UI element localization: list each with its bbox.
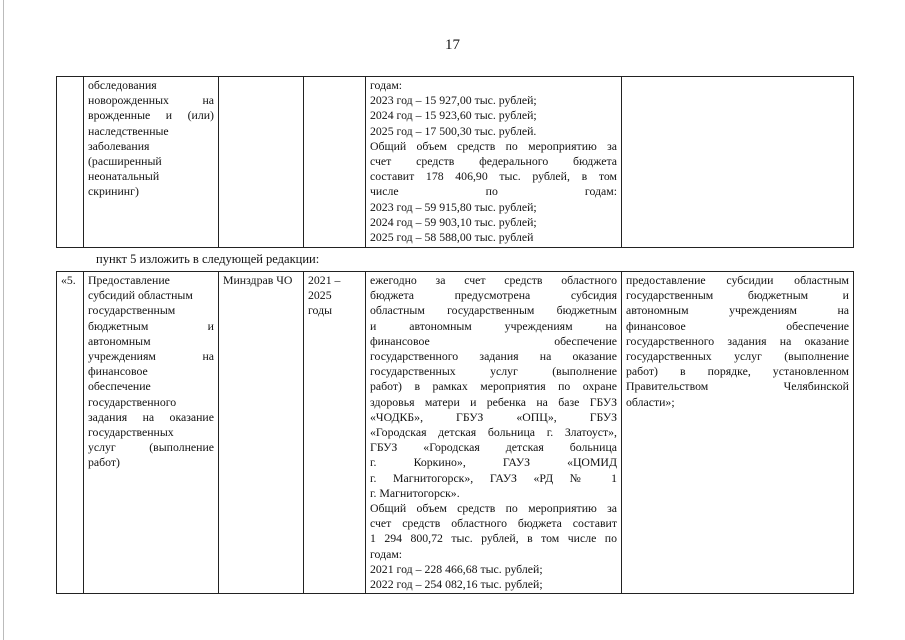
text-line: Предоставление bbox=[88, 273, 170, 287]
text-line: г. Магнитогорск». bbox=[370, 485, 460, 500]
text-line: (расширенный bbox=[88, 154, 162, 169]
text-line: учреждениям на bbox=[88, 349, 214, 364]
text-line: годы bbox=[308, 303, 333, 318]
text-line: автономным учреждениям на bbox=[626, 303, 849, 318]
page-edge-line bbox=[3, 0, 4, 640]
text-line: финансовое обеспечение bbox=[626, 318, 849, 333]
text-line: 2025 год – 17 500,30 тыс. рублей. bbox=[370, 123, 537, 138]
text-line: заболевания bbox=[88, 138, 150, 153]
text-line: Общий объем средств по мероприятию за bbox=[370, 501, 617, 516]
text-line: врожденные и (или) bbox=[88, 108, 214, 123]
page-number: 17 bbox=[445, 37, 460, 53]
cell-number: «5. bbox=[57, 272, 84, 594]
text-line: бюджетным и bbox=[88, 318, 214, 333]
text-line: счет средств федерального бюджета bbox=[370, 154, 617, 169]
text-line: г. Магнитогорск», ГАУЗ «РД № 1 bbox=[370, 470, 617, 485]
cell-funding bbox=[366, 77, 622, 248]
cell-period bbox=[304, 77, 366, 248]
text-line: бюджета предусмотрена субсидия bbox=[370, 288, 617, 303]
text-line: финансовое bbox=[88, 364, 148, 379]
text-line: Общий объем средств по мероприятию за bbox=[370, 138, 617, 153]
text-line: задания на оказание bbox=[88, 409, 214, 424]
text-line: «ЧОДКБ», ГБУЗ «ОПЦ», ГБУЗ bbox=[370, 409, 617, 424]
text-line: областным государственным бюджетным bbox=[370, 303, 617, 318]
text-line: 2021 год – 228 466,68 тыс. рублей; bbox=[370, 561, 543, 576]
text-line: ежегодно за счет средств областного bbox=[370, 273, 617, 287]
cell-measure-name bbox=[84, 272, 219, 594]
cell-number bbox=[57, 77, 84, 248]
text-line: 2021 – bbox=[308, 273, 341, 287]
text-line: субсидий областным bbox=[88, 288, 193, 303]
text-line: автономным bbox=[88, 333, 151, 348]
table-continued bbox=[56, 76, 854, 248]
cell-result bbox=[622, 77, 854, 248]
text-line: предоставление субсидии областным bbox=[626, 273, 849, 287]
text-line: 2022 год – 254 082,16 тыс. рублей; bbox=[370, 577, 543, 592]
table-new-edition bbox=[56, 271, 854, 594]
table-row bbox=[57, 77, 854, 248]
text-line: неонатальный bbox=[88, 169, 160, 184]
text-line: новорожденных на bbox=[88, 93, 214, 108]
text-line: обеспечение bbox=[88, 379, 151, 394]
text-line: 2024 год – 15 923,60 тыс. рублей; bbox=[370, 108, 537, 123]
text-line: 1 294 800,72 тыс. рублей, в том числе по bbox=[370, 531, 617, 546]
text-line: числе по годам: bbox=[370, 184, 617, 199]
cell-measure-name bbox=[84, 77, 219, 248]
cell-result bbox=[622, 272, 854, 594]
cell-executor bbox=[219, 77, 304, 248]
text-line: счет средств областного бюджета составит bbox=[370, 516, 617, 531]
text-line: годам: bbox=[370, 546, 403, 561]
text-line: государственных bbox=[88, 425, 174, 440]
text-line: 2025 год – 58 588,00 тыс. рублей bbox=[370, 230, 534, 245]
text-line: государственного задания на оказание bbox=[626, 333, 849, 348]
text-line: работ) в рамках мероприятия по охране bbox=[370, 379, 617, 394]
text-line: составит 178 406,90 тыс. рублей, в том bbox=[370, 169, 617, 184]
text-line: Правительством Челябинской bbox=[626, 379, 849, 394]
text-line: работ) в порядке, установленном bbox=[626, 364, 849, 379]
text-line: здоровья матери и ребенка на базе ГБУЗ bbox=[370, 394, 617, 409]
text-line: и автономным учреждениям на bbox=[370, 318, 617, 333]
text-line: годам: bbox=[370, 78, 403, 92]
text-line: 2023 год – 15 927,00 тыс. рублей; bbox=[370, 93, 537, 108]
cell-period bbox=[304, 272, 366, 594]
text-line: наследственные bbox=[88, 123, 169, 138]
text-line: государственного задания на оказание bbox=[370, 349, 617, 364]
text-line: «Городская детская больница г. Златоуст», bbox=[370, 425, 617, 440]
text-line: государственным bbox=[88, 303, 176, 318]
table-row bbox=[57, 272, 854, 594]
text-line: услуг (выполнение bbox=[88, 440, 214, 455]
text-line: 2025 bbox=[308, 288, 332, 303]
cell-funding bbox=[366, 272, 622, 594]
text-line: государственного bbox=[88, 394, 177, 409]
text-line: государственных услуг (выполнение bbox=[626, 349, 849, 364]
cell-executor: Минздрав ЧО bbox=[219, 272, 304, 594]
text-line: скрининг) bbox=[88, 184, 139, 199]
text-line: ГБУЗ «Городская детская больница bbox=[370, 440, 617, 455]
text-line: области»; bbox=[626, 394, 675, 409]
text-line: государственных услуг (выполнение bbox=[370, 364, 617, 379]
text-line: финансовое обеспечение bbox=[370, 333, 617, 348]
text-line: обследования bbox=[88, 78, 157, 92]
text-line: 2023 год – 59 915,80 тыс. рублей; bbox=[370, 199, 537, 214]
text-line: г. Коркино», ГАУЗ «ЦОМИД bbox=[370, 455, 617, 470]
amendment-instruction: пункт 5 изложить в следующей редакции: bbox=[96, 252, 320, 266]
text-line: государственным бюджетным и bbox=[626, 288, 849, 303]
text-line: 2024 год – 59 903,10 тыс. рублей; bbox=[370, 214, 537, 229]
text-line: работ) bbox=[88, 455, 120, 470]
